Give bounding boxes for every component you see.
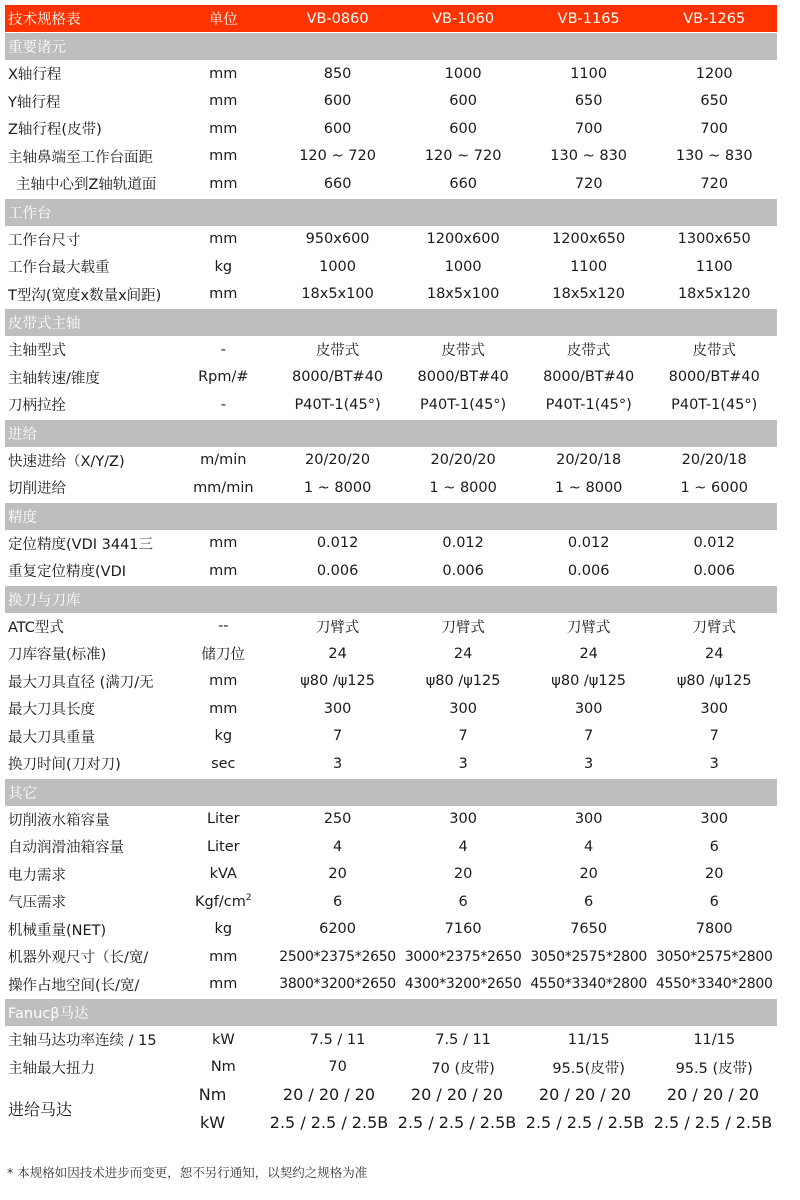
row-value: 120 ~ 720 xyxy=(299,148,376,165)
row-value: 6 xyxy=(709,893,719,910)
table-row xyxy=(5,861,777,889)
row-unit: Nm xyxy=(210,1059,236,1076)
row-value: 6200 xyxy=(319,921,357,938)
row-value: 7160 xyxy=(444,921,482,938)
row-value: 1100 xyxy=(570,65,608,82)
row-value: 660 xyxy=(449,175,478,192)
row-value: 1200 xyxy=(695,65,733,82)
row-value: 3050*2575*2800 xyxy=(655,948,773,965)
row-value: 刀臂式 xyxy=(692,619,736,636)
row-value: 300 xyxy=(574,700,603,717)
row-label: 主轴马达功率连续 / 15 xyxy=(8,1033,157,1050)
row-unit: mm xyxy=(209,948,238,965)
row-value: 95.5(皮带) xyxy=(552,1060,625,1077)
section-header-belt-spindle xyxy=(5,309,777,336)
row-value: 2.5 / 2.5 / 2.5B xyxy=(525,1112,645,1132)
row-value: 1000 xyxy=(444,65,482,82)
row-unit: Nm xyxy=(198,1085,227,1105)
row-value: 刀臂式 xyxy=(315,619,360,636)
section-header-feed xyxy=(5,420,777,447)
table-row xyxy=(5,557,777,585)
row-unit: m/min xyxy=(200,452,247,469)
row-value: 0.012 xyxy=(442,535,484,552)
row-label: 刀库容量(标准) xyxy=(8,647,107,664)
section-header-worktable xyxy=(5,199,777,226)
row-value: 7 xyxy=(709,728,719,745)
row-label: 重复定位精度(VDI xyxy=(8,564,127,581)
row-value: 4550*3340*2800 xyxy=(655,976,773,993)
row-value: 4300*3200*2650 xyxy=(404,976,522,993)
row-value: 24 xyxy=(453,645,473,662)
section-title: 皮带式主轴 xyxy=(8,316,81,332)
row-value: 11/15 xyxy=(567,1031,610,1048)
row-label: 主轴鼻端至工作台面距 xyxy=(8,149,153,166)
row-value: 7 xyxy=(332,728,343,745)
row-value: 6 xyxy=(458,893,468,910)
row-value: 皮带式 xyxy=(441,343,485,360)
header-title: 技术规格表 xyxy=(8,12,81,28)
row-value: 0.012 xyxy=(693,535,735,552)
section-header-accuracy xyxy=(5,503,777,530)
row-unit: Liter xyxy=(206,811,240,828)
section-header-main-specs xyxy=(5,33,777,60)
row-unit: mm xyxy=(209,700,238,717)
row-value: 20/20/18 xyxy=(556,452,622,469)
row-unit: mm xyxy=(209,120,238,137)
row-value: P40T-1(45°) xyxy=(294,396,381,413)
row-value: 300 xyxy=(323,700,352,717)
row-value: 20/20/18 xyxy=(681,452,747,469)
row-unit: Liter xyxy=(206,838,240,855)
row-value: 300 xyxy=(449,811,477,828)
row-unit: -- xyxy=(218,618,229,635)
row-value: 刀臂式 xyxy=(566,619,611,636)
table-row xyxy=(5,170,777,198)
section-header-fanuc-motor xyxy=(5,999,777,1026)
row-value: 2.5 / 2.5 / 2.5B xyxy=(269,1112,389,1132)
table-row xyxy=(5,1026,777,1054)
table-row xyxy=(5,226,777,254)
row-label: 电力需求 xyxy=(8,867,66,884)
row-label: 切削液水箱容量 xyxy=(8,812,110,829)
row-value: 1100 xyxy=(695,258,733,275)
section-title: Fanucβ马达 xyxy=(8,1006,89,1022)
row-value: 20 xyxy=(328,866,347,883)
row-value: ψ80 /ψ125 xyxy=(425,673,501,690)
header-model-vb-1060: VB-1060 xyxy=(432,10,495,27)
row-value: 300 xyxy=(700,811,729,828)
row-value: 20 / 20 / 20 xyxy=(538,1085,632,1105)
table-row xyxy=(5,447,777,475)
row-unit: kW xyxy=(211,1031,235,1048)
row-value: 7.5 / 11 xyxy=(435,1031,491,1048)
row-value: 720 xyxy=(700,175,729,192)
row-value: 7.5 / 11 xyxy=(309,1031,366,1048)
row-label: T型沟(宽度x数量x间距) xyxy=(8,287,162,304)
row-value: 3000*2375*2650 xyxy=(404,948,522,965)
row-value: 1000 xyxy=(319,258,357,275)
row-value: 24 xyxy=(704,645,724,662)
row-value: 7 xyxy=(458,728,468,745)
table-row xyxy=(5,1054,777,1082)
table-row xyxy=(5,391,777,419)
row-value: 850 xyxy=(323,65,352,82)
row-value: 720 xyxy=(574,175,603,192)
row-value: 8000/BT#40 xyxy=(417,369,509,386)
table-row xyxy=(5,613,777,641)
row-label: 工作台最大载重 xyxy=(8,260,110,277)
table-row xyxy=(5,474,777,502)
row-label: 机器外观尺寸（长/宽/ xyxy=(8,950,149,967)
row-unit: kg xyxy=(214,728,233,745)
row-label: 最大刀具直径 (满刀/无 xyxy=(8,674,154,691)
row-value: 20/20/20 xyxy=(305,452,371,469)
table-row xyxy=(5,750,777,778)
row-unit: mm xyxy=(209,286,238,303)
row-value: 18x5x120 xyxy=(677,286,751,303)
footnote: * 本规格如因技术进步而变更，恕不另行通知，以契约之规格为准 xyxy=(7,1165,368,1180)
row-label: 工作台尺寸 xyxy=(8,232,81,249)
row-value: 1 ~ 8000 xyxy=(303,479,372,496)
row-value: 250 xyxy=(323,811,352,828)
row-value: 3 xyxy=(709,755,719,772)
row-value: 6 xyxy=(584,893,594,910)
section-title: 工作台 xyxy=(8,205,52,222)
row-value: 2.5 / 2.5 / 2.5B xyxy=(397,1112,517,1132)
row-value: 70 (皮带) xyxy=(431,1060,495,1077)
row-unit: mm xyxy=(209,65,238,82)
row-label: X轴行程 xyxy=(8,67,62,84)
section-header-others xyxy=(5,779,777,806)
table-row xyxy=(5,115,777,143)
row-value: ψ80 /ψ125 xyxy=(676,673,752,690)
table-row xyxy=(160,1109,777,1137)
row-label: 主轴型式 xyxy=(8,343,66,360)
row-unit: kVA xyxy=(209,866,237,883)
row-value: P40T-1(45°) xyxy=(671,396,758,413)
table-row xyxy=(5,971,777,999)
row-value: 7800 xyxy=(695,921,733,938)
row-value: 3 xyxy=(458,755,468,772)
row-value: 1 ~ 6000 xyxy=(680,479,748,496)
row-value: 3050*2575*2800 xyxy=(530,948,647,965)
section-title: 换刀与刀库 xyxy=(8,592,81,609)
row-value: 1000 xyxy=(444,258,482,275)
row-value: 24 xyxy=(328,645,347,662)
row-value: 11/15 xyxy=(693,1031,736,1048)
row-value: 7 xyxy=(584,728,594,745)
header-model-vb-1165: VB-1165 xyxy=(557,10,620,27)
table-row xyxy=(5,60,777,88)
table-row xyxy=(5,88,777,116)
row-value: 0.006 xyxy=(316,562,359,579)
table-row xyxy=(5,833,777,861)
row-unit: mm xyxy=(209,673,238,690)
row-unit: Rpm/# xyxy=(198,369,249,386)
row-value: 4 xyxy=(584,838,594,855)
row-value: 20 / 20 / 20 xyxy=(410,1085,504,1105)
header-model-vb-0860: VB-0860 xyxy=(306,10,369,27)
row-value: 1 ~ 8000 xyxy=(429,479,497,496)
row-value: 6 xyxy=(332,893,343,910)
row-value: ψ80 /ψ125 xyxy=(300,673,375,690)
table-row xyxy=(5,640,777,668)
row-value: 300 xyxy=(449,700,477,717)
row-value: 300 xyxy=(700,700,729,717)
table-row xyxy=(5,143,777,171)
row-value: 1200x650 xyxy=(552,231,626,248)
row-label: 刀柄拉拴 xyxy=(8,398,66,415)
spec-table xyxy=(5,5,777,1136)
row-value: 24 xyxy=(579,645,598,662)
row-value: 70 xyxy=(328,1059,347,1076)
row-value: 4 xyxy=(458,838,468,855)
row-value: 950x600 xyxy=(305,231,370,248)
row-label: 最大刀具重量 xyxy=(8,729,95,746)
table-row xyxy=(5,281,777,309)
section-header-tool-change xyxy=(5,586,777,613)
row-unit: kg xyxy=(214,921,233,938)
row-unit: kg xyxy=(214,258,233,275)
row-value: 2.5 / 2.5 / 2.5B xyxy=(653,1112,773,1132)
row-value: 20 xyxy=(704,866,724,883)
row-value: 700 xyxy=(700,120,729,137)
header-unit: 单位 xyxy=(208,12,238,28)
row-value: 600 xyxy=(323,93,352,110)
row-label: 机械重量(NET) xyxy=(8,922,107,939)
row-label: 进给马达 xyxy=(8,1100,73,1119)
table-row xyxy=(5,943,777,971)
row-value: 皮带式 xyxy=(315,343,360,360)
row-label: 操作占地空间(长/宽/ xyxy=(8,977,140,994)
row-value: 18x5x100 xyxy=(426,286,500,303)
row-value: 20 / 20 / 20 xyxy=(282,1085,376,1105)
table-row xyxy=(5,364,777,392)
row-value: 660 xyxy=(323,175,352,192)
row-unit: mm/min xyxy=(193,479,254,496)
section-title: 进给 xyxy=(8,426,37,443)
row-value: 刀臂式 xyxy=(441,619,485,636)
row-value: 18x5x100 xyxy=(301,286,374,303)
row-unit-superscript: 2 xyxy=(245,892,252,903)
row-value: 1200x600 xyxy=(426,231,500,248)
row-value: 3 xyxy=(332,755,343,772)
row-value: 8000/BT#40 xyxy=(668,369,760,386)
row-unit: mm xyxy=(209,562,238,579)
row-unit: mm xyxy=(209,231,238,248)
table-row xyxy=(5,668,777,696)
row-value: 20 xyxy=(453,866,473,883)
row-value: 0.006 xyxy=(567,562,610,579)
row-value: 1 ~ 8000 xyxy=(554,479,623,496)
row-value: 1300x650 xyxy=(677,231,751,248)
row-value: 0.012 xyxy=(316,535,359,552)
section-title: 精度 xyxy=(8,509,37,526)
row-label: 自动润滑油箱容量 xyxy=(8,840,124,857)
table-row xyxy=(5,530,777,558)
section-title: 其它 xyxy=(8,785,37,802)
row-unit: mm xyxy=(209,175,238,192)
row-value: 8000/BT#40 xyxy=(291,369,384,386)
row-value: P40T-1(45°) xyxy=(420,396,507,413)
row-value: 皮带式 xyxy=(692,343,736,360)
row-value: 95.5 (皮带) xyxy=(675,1060,753,1077)
row-value: 18x5x120 xyxy=(552,286,625,303)
row-value: 20 / 20 / 20 xyxy=(666,1085,760,1105)
row-unit: - xyxy=(220,341,226,358)
row-value: 650 xyxy=(574,93,603,110)
row-unit: sec xyxy=(211,755,236,772)
row-value: 2500*2375*2650 xyxy=(279,948,396,965)
row-value: 20 xyxy=(579,866,598,883)
row-label: 换刀时间(刀对刀) xyxy=(8,757,121,774)
row-value: 600 xyxy=(449,120,477,137)
table-row xyxy=(5,916,777,944)
row-unit xyxy=(172,894,275,910)
table-header xyxy=(5,5,777,32)
row-value: 皮带式 xyxy=(566,343,611,360)
table-row xyxy=(5,888,777,916)
row-unit: - xyxy=(220,396,226,413)
row-value: 130 ~ 830 xyxy=(675,148,753,165)
row-value: 600 xyxy=(323,120,352,137)
row-value: 650 xyxy=(700,93,729,110)
row-label: 快速进给（X/Y/Z) xyxy=(8,453,125,470)
row-unit-text: Kgf/cm xyxy=(195,893,246,910)
table-row xyxy=(5,253,777,281)
row-value: 1100 xyxy=(570,258,608,275)
row-value: 700 xyxy=(574,120,603,137)
row-value: 600 xyxy=(449,93,477,110)
row-value: 300 xyxy=(574,811,603,828)
row-label: 主轴中心到Z轴轨道面 xyxy=(16,177,157,194)
row-value: 20/20/20 xyxy=(430,452,496,469)
row-label: 气压需求 xyxy=(8,895,66,912)
row-label: Z轴行程(皮带) xyxy=(8,122,102,139)
row-value: 4 xyxy=(332,838,343,855)
row-value: P40T-1(45°) xyxy=(545,396,632,413)
row-value: 3800*3200*2650 xyxy=(279,976,396,993)
header-model-vb-1265: VB-1265 xyxy=(683,10,746,27)
row-value: 7650 xyxy=(570,921,608,938)
row-value: 3 xyxy=(584,755,594,772)
row-value: 4550*3340*2800 xyxy=(530,976,647,993)
row-value: 130 ~ 830 xyxy=(550,148,628,165)
row-value: ψ80 /ψ125 xyxy=(551,673,627,690)
table-row xyxy=(5,806,777,834)
row-unit: mm xyxy=(209,976,238,993)
row-unit: mm xyxy=(209,93,238,110)
row-label: 主轴最大扭力 xyxy=(8,1060,95,1077)
table-row xyxy=(5,695,777,723)
table-row xyxy=(160,1081,777,1109)
row-value: 0.006 xyxy=(693,562,735,579)
row-label: 定位精度(VDI 3441三 xyxy=(8,536,154,553)
row-value: 0.012 xyxy=(567,535,610,552)
row-label: 切削进给 xyxy=(8,481,66,498)
row-unit: 储刀位 xyxy=(201,647,246,664)
row-value: 6 xyxy=(709,838,719,855)
feed-motor-subrows xyxy=(160,1081,777,1136)
row-label: 主轴转速/锥度 xyxy=(8,370,100,387)
row-value: 8000/BT#40 xyxy=(543,369,635,386)
row-value: 0.006 xyxy=(442,562,484,579)
row-label: Y轴行程 xyxy=(8,94,61,111)
row-unit: mm xyxy=(209,535,238,552)
row-unit: kW xyxy=(199,1112,226,1132)
row-label: 最大刀具长度 xyxy=(8,702,95,719)
table-row xyxy=(5,336,777,364)
row-label: ATC型式 xyxy=(8,619,64,636)
table-row xyxy=(5,723,777,751)
row-value: 120 ~ 720 xyxy=(424,148,502,165)
feed-motor-group xyxy=(5,1081,777,1136)
row-unit: mm xyxy=(209,148,238,165)
section-title: 重要诸元 xyxy=(8,40,66,56)
